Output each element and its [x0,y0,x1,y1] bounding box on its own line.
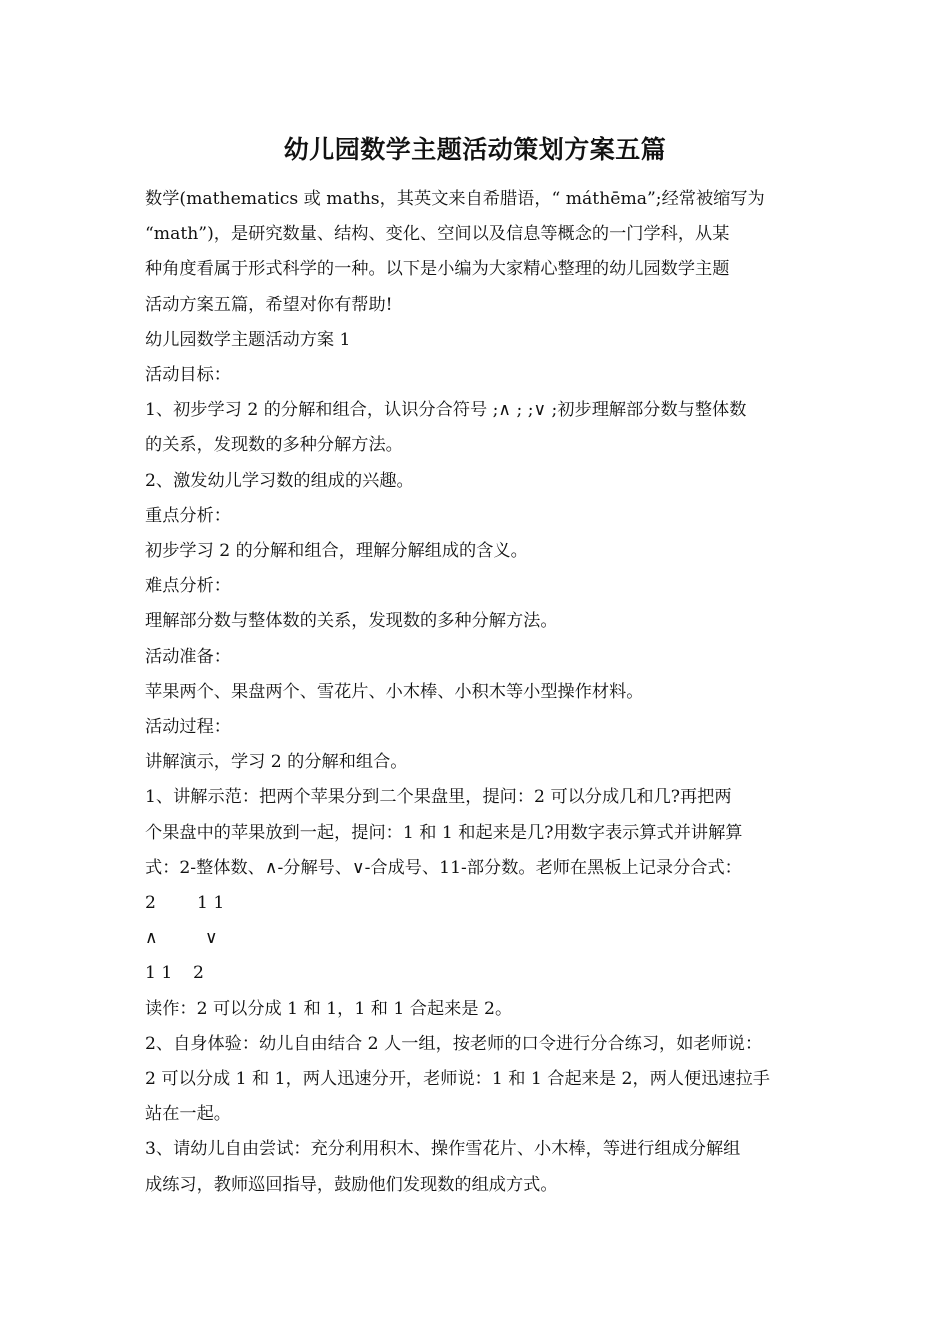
step-2-line: 2、自身体验：幼儿自由结合 2 人一组，按老师的口令进行分合练习，如老师说： [145,1033,763,1054]
step-3-line: 3、请幼儿自由尝试：充分利用积木、操作雪花片、小木棒，等进行组成分解组 [145,1139,741,1160]
step-1-line: 式：2-整体数、∧-分解号、∨-合成号、11-部分数。老师在黑板上记录分合式： [145,857,742,878]
reading-line: 读作：2 可以分成 1 和 1，1 和 1 合起来是 2。 [145,998,513,1019]
key-text: 初步学习 2 的分解和组合，理解分解组成的含义。 [145,541,528,562]
document-body [145,182,815,1203]
combine-symbol: ∨ [205,928,218,949]
goal-1-line: 1、初步学习 2 的分解和组合，认识分合符号 ;∧ ; ;∨ ;初步理解部分数与整体数 [145,400,747,421]
intro-line: 种角度看属于形式科学的一种。以下是小编为大家精心整理的幼儿园数学主题 [145,259,730,280]
goal-2: 2、激发幼儿学习数的组成的兴趣。 [145,470,414,491]
document-title: 幼儿园数学主题活动策划方案五篇 [283,135,667,164]
step-3-line: 成练习，教师巡回指导，鼓励他们发现数的组成方式。 [145,1174,558,1195]
key-heading: 重点分析： [145,505,231,526]
intro-line: 数学(mathematics 或 maths，其英文来自希腊语，“ máthēma”;经常被缩写为 [145,189,765,209]
intro-line: 活动方案五篇，希望对你有帮助! [145,294,393,315]
difficulty-text: 理解部分数与整体数的关系，发现数的多种分解方法。 [145,611,558,632]
process-heading: 活动过程： [145,717,231,738]
diagram-whole-number: 2 [145,893,156,914]
decomposition-row [145,921,815,956]
diagram-parts: 1 1 [197,893,225,914]
goal-1-line: 的关系，发现数的多种分解方法。 [145,435,403,456]
goals-heading: 活动目标： [145,365,231,386]
decomposition-row [145,886,815,921]
intro-line: “math”)，是研究数量、结构、变化、空间以及信息等概念的一门学科，从某 [145,224,730,245]
split-symbol: ∧ [145,928,158,949]
diagram-whole-number: 2 [193,963,204,984]
difficulty-heading: 难点分析： [145,576,231,597]
process-intro: 讲解演示，学习 2 的分解和组合。 [145,752,408,773]
step-1-line: 1、讲解示范：把两个苹果分到二个果盘里，提问：2 可以分成几和几?再把两 [145,787,732,808]
diagram-parts: 1 1 [145,963,173,984]
step-2-line: 站在一起。 [145,1104,231,1125]
prep-text: 苹果两个、果盘两个、雪花片、小木棒、小积木等小型操作材料。 [145,681,644,702]
decomposition-row [145,956,815,991]
prep-heading: 活动准备： [145,646,231,667]
step-2-line: 2 可以分成 1 和 1，两人迅速分开，老师说：1 和 1 合起来是 2，两人便迅速拉手 [145,1069,770,1090]
plan-heading: 幼儿园数学主题活动方案 1 [145,329,351,350]
step-1-line: 个果盘中的苹果放到一起，提问：1 和 1 和起来是几?用数字表示算式并讲解算 [145,822,743,843]
